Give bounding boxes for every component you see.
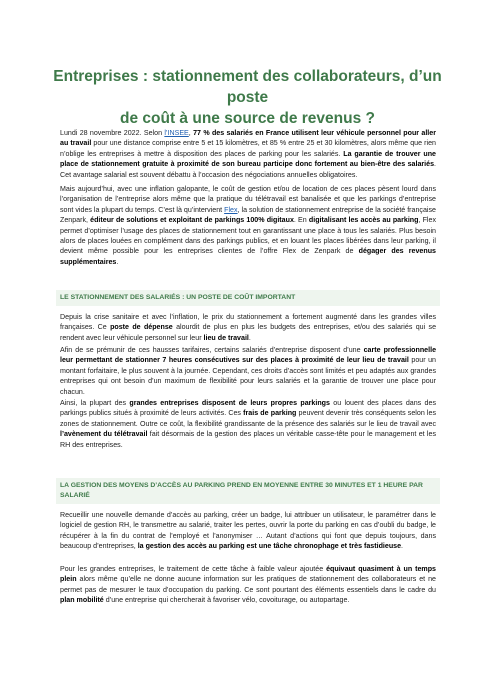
title-line-1: Entreprises : stationnement des collaborateurs, d’un poste xyxy=(53,68,442,106)
bold-text: l’avènement du télétravail xyxy=(60,430,148,439)
section-heading-access-management: LA GESTION DES MOYENS D’ACCÈS AU PARKING PREND EN MOYENNE ENTRE 30 MINUTES ET 1 HEURE PAR SALARIÉ xyxy=(56,478,440,504)
text: , la solution de stationnement entreprise de la société française Zenpark, xyxy=(60,205,436,225)
section1-paragraph-3 xyxy=(60,398,436,450)
title-line-2: de coût à une source de revenus ? xyxy=(120,110,375,127)
text: Mais aujourd’hui, avec une inflation galopante, le coût de gestion et/ou de location de ces places pèsent lourd dans l’organisation de l’entreprise alors même que la pratique du télétravail est banalisée et que les parkings d’entreprise sont vides la plupart du temps. C’est là qu’intervient xyxy=(60,185,436,214)
insee-link[interactable]: l’INSEE xyxy=(164,129,189,137)
text: , xyxy=(188,129,194,137)
text: pour une distance comprise entre 5 et 15 kilomètres, et 85 % entre 25 et 30 kilomètres, alors même que rien n’oblige les entreprises à mettre à disposition des places de parking pour les salariés. xyxy=(60,139,437,158)
bold-text: frais de parking xyxy=(243,409,297,418)
bold-text: éditeur de solutions et exploitant de parkings 100% digitaux xyxy=(90,216,294,225)
bold-text: digitalisant les accès au parking xyxy=(308,216,419,225)
section1-paragraph-2 xyxy=(60,345,436,397)
intro-paragraph-1 xyxy=(60,128,436,180)
text: fait désormais de la gestion des places un véritable casse-tête pour le management et les RH des entreprises. xyxy=(60,430,436,449)
bold-text: équivaut quasiment à un temps plein xyxy=(60,565,436,584)
bold-text: carte professionnelle leur permettant de stationner 7 heures consécutives sur des places à proximité de leur lieu de travail xyxy=(60,346,437,365)
section1-paragraph-1 xyxy=(60,312,436,343)
text: peuvent devenir très conséquents selon les zones de stationnement. Outre ce coût, la flexibilité grandissante de la présence des salariés sur le lieu de travail avec xyxy=(60,409,436,428)
section2-paragraph-2 xyxy=(60,564,436,606)
text: Depuis la crise sanitaire et avec l’inflation, le prix du stationnement a fortement augmenté dans les grandes villes françaises. Ce xyxy=(60,313,436,332)
text: . Cet avantage salarial est souvent débattu à l’occasion des négociations annuelles obligatoires. xyxy=(60,160,436,179)
bold-text: grandes entreprises disposent de leurs propres parkings xyxy=(129,399,330,407)
text: . xyxy=(248,333,251,342)
intro-paragraph-2 xyxy=(60,184,436,267)
bold-text: 77 % des salariés en France utilisent leur véhicule personnel pour aller au travail xyxy=(60,129,436,148)
text: alors même qu’elle ne donne aucune information sur les pratiques de stationnement des collaborateurs et ne permet pas de mesurer le taux d’occupation du parking. Ce sont pourtant des éléments essentiels dans le cadre du xyxy=(60,575,436,594)
section-heading-cost: LE STATIONNEMENT DES SALARIÉS : UN POSTE DE COÛT IMPORTANT xyxy=(56,290,440,306)
text: Pour les grandes entreprises, le traitement de cette tâche à faible valeur ajoutée xyxy=(60,565,327,573)
bold-text: La garantie de trouver une place de stationnement gratuite à proximité de son bureau participe donc fortement au bien-être des salariés xyxy=(60,149,436,169)
text: pour un montant forfaitaire, le plus souvent à la journée. Cependant, ces droits d’accès sont limités et peu adaptés aux grandes entreprises qui ont besoin d’un maximum de flexibilité pour leurs salariés et la garantie de trouver une place pour chacun. xyxy=(60,356,436,396)
text: alourdit de plus en plus les budgets des entreprises, et/ou des salariés qui se rendent avec leur véhicule personnel sur leur xyxy=(60,323,437,342)
text: Afin de se prémunir de ces hausses tarifaires, certains salariés d’entreprise disposent d’une xyxy=(60,346,364,354)
bold-text: dégager des revenus supplémentaires xyxy=(60,247,436,266)
text: . xyxy=(401,542,404,551)
flex-link[interactable]: Flex xyxy=(224,205,238,214)
text: . En xyxy=(293,216,309,225)
section2-paragraph-1 xyxy=(60,510,436,552)
bold-text: lieu de travail xyxy=(203,333,249,342)
text: Lundi 28 novembre 2022. Selon xyxy=(60,129,165,137)
page-title xyxy=(50,66,445,129)
text: . xyxy=(116,257,119,266)
text: ou louent des places dans des parkings publics situés à proximité de leurs activités. Ces xyxy=(60,399,436,418)
text: Ainsi, la plupart des xyxy=(60,399,130,407)
bold-text: plan mobilité xyxy=(60,596,104,605)
text: Recueillir une nouvelle demande d’accès au parking, créer un badge, lui attribuer un utilisateur, le paramétrer dans le logiciel de gestion RH, le transmettre au salarié, traiter les pertes, ouvrir la porte du parking en cas d’oubli du badge, le récupérer à la fin du contrat de l’employé et l’anonymiser … Autant d’actions qui font que depuis toujours, dans beaucoup d’entreprises, xyxy=(60,511,436,551)
bold-text: poste de dépense xyxy=(110,323,173,332)
text: d’une entreprise qui chercherait à favoriser vélo, covoiturage, ou autopartage. xyxy=(103,596,350,605)
bold-text: la gestion des accès au parking est une tâche chronophage et très fastidieuse xyxy=(137,542,402,551)
text: , Flex permet d’optimiser l’usage des places de stationnement tout en garantissant une place à tous les salariés. Plus besoin alors de places louées en complément dans des parkings publics, et en louant les places libérées dans leur parking, il devient même possible pour les entreprises clientes de l’offre Flex de Zenpark de xyxy=(60,216,437,256)
